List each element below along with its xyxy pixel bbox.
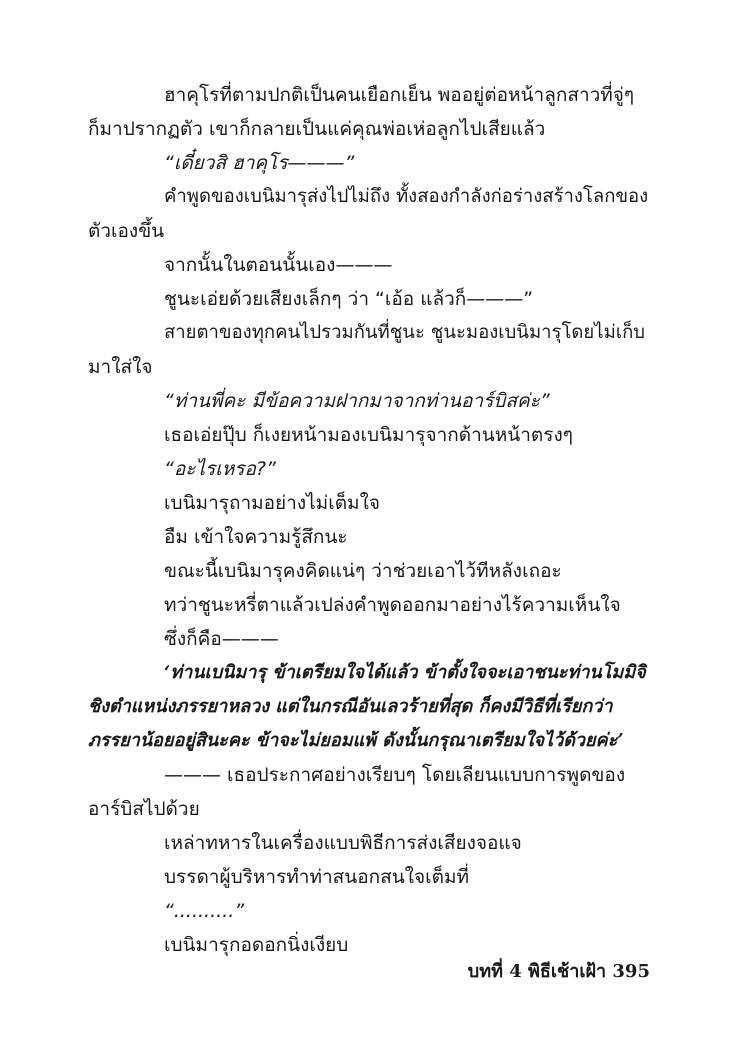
text-line: ซึ่งก็คือ———: [164, 628, 279, 650]
text-line: ชิงตำแหน่งภรรยาหลวง แต่ในกรณีอันเลวร้ายที่สุด ก็คงมีวิธีที่เรียกว่า: [88, 696, 613, 717]
page-body: [88, 78, 650, 962]
text-line: เหล่าทหารในเครื่องแบบพิธีการส่งเสียงจอแจ: [164, 832, 522, 854]
text-line: เบนิมารุกอดอกนิ่งเงียบ: [164, 934, 349, 956]
text-line: ทว่าชูนะหรี่ตาแล้วเปล่งคำพูดออกมาอย่างไร้ความเห็นใจ: [164, 594, 621, 616]
text-line: ชูนะเอ่ยด้วยเสียงเล็กๆ ว่า “เอ้อ แล้วก็———”: [164, 288, 534, 310]
text-line: บรรดาผู้บริหารทำท่าสนอกสนใจเต็มที่: [164, 866, 470, 888]
text-line: สายตาของทุกคนไปรวมกันที่ชูนะ ชูนะมองเบนิมารุโดยไม่เก็บ: [164, 322, 646, 343]
text-line: “..........”: [164, 900, 245, 922]
text-line: “เดี๋ยวสิ ฮาคุโร———”: [164, 152, 355, 174]
text-line: ก็มาปรากฏตัว เขาก็กลายเป็นแค่คุณพ่อเห่อลูกไปเสียแล้ว: [88, 118, 546, 140]
text-line: ตัวเองขึ้น: [88, 220, 165, 242]
text-line: ฮาคุโรที่ตามปกติเป็นคนเยือกเย็น พออยู่ต่อหน้าลูกสาวที่จู่ๆ: [164, 84, 635, 106]
text-line: คำพูดของเบนิมารุส่งไปไม่ถึง ทั้งสองกำลังก่อร่างสร้างโลกของ: [164, 186, 649, 207]
text-line: ภรรยาน้อยอยู่สินะคะ ข้าจะไม่ยอมแพ้ ดังนั้นกรุณาเตรียมใจไว้ด้วยค่ะ’: [88, 730, 624, 751]
text-line: อาร์บิสไปด้วย: [88, 798, 200, 820]
text-line: อืม เข้าใจความรู้สึกนะ: [164, 526, 348, 548]
text-line: เธอเอ่ยปุ๊บ ก็เงยหน้ามองเบนิมารุจากด้านหน้าตรงๆ: [164, 424, 573, 446]
text-line: “ท่านพี่คะ มีข้อความฝากมาจากท่านอาร์บิสค่ะ”: [164, 390, 550, 412]
text-line: มาใส่ใจ: [88, 356, 153, 378]
text-line: ——— เธอประกาศอย่างเรียบๆ โดยเลียนแบบการพูดของ: [164, 764, 626, 786]
text-line: ขณะนี้เบนิมารุคงคิดแน่ๆ ว่าช่วยเอาไว้ทีหลังเถอะ: [164, 560, 562, 582]
page-footer: บทที่ 4 พิธีเช้าเฝ้า 395: [467, 961, 650, 982]
text-line: จากนั้นในตอนนั้นเอง———: [164, 254, 393, 276]
text-line: เบนิมารุถามอย่างไม่เต็มใจ: [164, 492, 380, 514]
text-line: ‘ท่านเบนิมารุ ข้าเตรียมใจได้แล้ว ข้าตั้งใจจะเอาชนะท่านโมมิจิ: [164, 662, 646, 683]
text-line: “อะไรเหรอ?”: [164, 458, 276, 480]
